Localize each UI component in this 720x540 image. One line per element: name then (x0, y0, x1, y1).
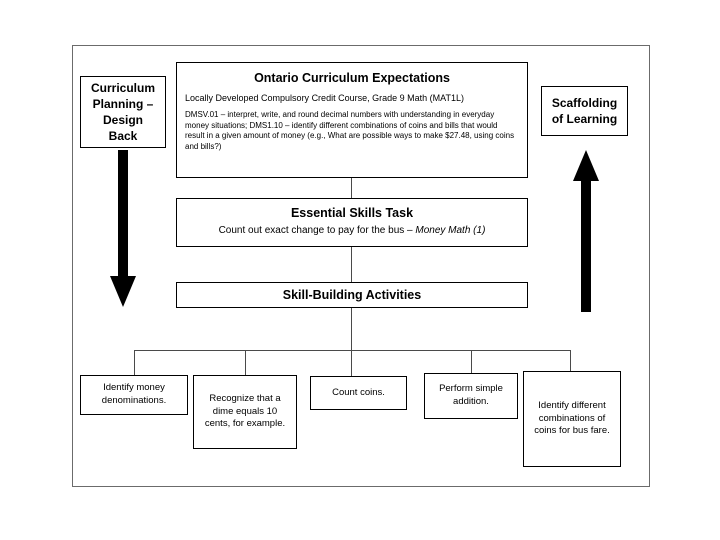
activity-box-identify-denominations (80, 375, 188, 415)
curriculum-expectations-title: Ontario Curriculum Expectations (254, 71, 450, 85)
activity-box-count-coins (310, 376, 407, 410)
connector-drop-activity-5 (570, 350, 571, 371)
connector-top-to-essential (351, 178, 352, 198)
design-back-down-arrow-icon (107, 150, 139, 308)
activity-box-coin-combinations (523, 371, 621, 467)
essential-skills-task-body (185, 225, 519, 236)
activity-box-simple-addition (424, 373, 518, 419)
connector-essential-to-skill (351, 247, 352, 282)
activity-label: Identify money denominations. (101, 382, 167, 406)
curriculum-expectations-box (176, 62, 528, 178)
skill-building-activities-box (176, 282, 528, 308)
essential-task-reference: Money Math (1) (415, 225, 486, 236)
essential-skills-task-title: Essential Skills Task (290, 206, 414, 220)
connector-activities-horizontal (134, 350, 571, 351)
connector-drop-activity-2 (245, 350, 246, 375)
connector-drop-activity-1 (134, 350, 135, 375)
curriculum-planning-label: Curriculum Planning – Design Back (90, 80, 155, 144)
activity-box-dime-equals-ten (193, 375, 297, 449)
essential-skills-task-box (176, 198, 528, 247)
scaffolding-label-box (541, 86, 628, 136)
scaffolding-up-arrow-icon (570, 150, 602, 312)
curriculum-expectations-body: DMSV.01 – interpret, write, and round decimal numbers with understanding in everyday money situations; DMS1.10 – identify different combinations of coins and bills that would result in a given amount of money (e.g., What are possible ways to make $27.48, using coins and bills?) (185, 110, 515, 151)
curriculum-planning-label-box (80, 76, 166, 148)
scaffolding-label: Scaffolding of Learning (551, 95, 618, 126)
activity-label: Identify different combinations of coins for bus fare. (534, 399, 610, 437)
activity-label: Count coins. (332, 386, 385, 398)
activity-label: Recognize that a dime equals 10 cents, for example. (204, 392, 286, 430)
activity-label: Perform simple addition. (439, 383, 503, 407)
connector-skill-to-activities (351, 308, 352, 376)
essential-task-text: Count out exact change to pay for the bus – (218, 225, 416, 236)
connector-drop-activity-4 (471, 350, 472, 373)
skill-building-activities-title: Skill-Building Activities (282, 288, 422, 302)
curriculum-course-subtitle: Locally Developed Compulsory Credit Course, Grade 9 Math (MAT1L) (185, 93, 464, 103)
